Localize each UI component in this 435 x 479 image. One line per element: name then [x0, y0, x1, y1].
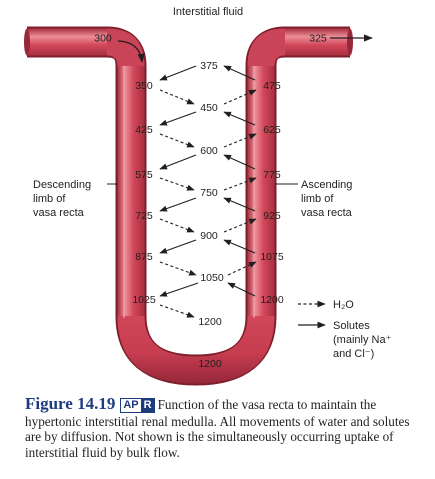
interstitial-value: 375 [200, 60, 218, 72]
descending-limb [118, 60, 145, 320]
interstitial-value: 1050 [200, 272, 224, 284]
hairpin-bend [118, 316, 275, 384]
interstitial-value: 600 [200, 145, 218, 157]
label-line: limb of [33, 193, 66, 205]
interstitial-values [198, 60, 224, 328]
descending-value: 575 [135, 169, 153, 181]
descending-value: 425 [135, 124, 153, 136]
label-line: Ascending [301, 179, 353, 191]
figure-caption [25, 396, 425, 460]
ascending-limb-label [275, 179, 353, 219]
interstitial-value: 450 [200, 102, 218, 114]
descending-value: 875 [135, 251, 153, 263]
apr-badge [120, 398, 154, 414]
ascending-value: 475 [263, 80, 281, 92]
descending-limb-label [33, 179, 118, 219]
ascending-value: 1200 [260, 294, 284, 306]
label-line: limb of [301, 193, 334, 205]
ascending-value: 625 [263, 124, 281, 136]
badge-part: AP [120, 398, 141, 413]
ascending-value: 325 [309, 32, 327, 45]
ascending-value: 775 [263, 169, 281, 181]
interstitial-value: 1200 [198, 316, 222, 328]
label-line: vasa recta [301, 207, 352, 219]
descending-value: 725 [135, 210, 153, 222]
caption-text: Function of the vasa recta to maintain the hypertonic interstitial renal medulla. All movements of water and solutes are by diffusion. Not shown is the simultaneously occurring uptake of interstitial fluid by bulk flow. [25, 397, 410, 460]
ascending-value: 925 [263, 210, 281, 222]
badge-part: R [141, 398, 155, 413]
solutes-label: and Cl⁻) [333, 348, 375, 360]
solutes-label: (mainly Na⁺ [333, 334, 392, 346]
legend [298, 299, 392, 360]
label-line: vasa recta [33, 207, 84, 219]
interstitial-value: 900 [200, 230, 218, 242]
water-label: H₂O [333, 299, 354, 311]
vasa-recta-vessel [24, 29, 353, 384]
interstitial-fluid-label: Interstitial fluid [172, 6, 244, 18]
descending-value: 350 [135, 80, 153, 92]
solutes-label: Solutes [333, 320, 370, 332]
figure-number: Figure 14.19 [25, 394, 116, 413]
interstitial-value: 750 [200, 187, 218, 199]
descending-value: 300 [94, 32, 112, 45]
bottom-value: 1200 [198, 358, 222, 370]
label-line: Descending [33, 179, 92, 191]
descending-value: 1025 [132, 294, 156, 306]
ascending-value: 1075 [260, 251, 284, 263]
ascending-limb [248, 60, 275, 320]
